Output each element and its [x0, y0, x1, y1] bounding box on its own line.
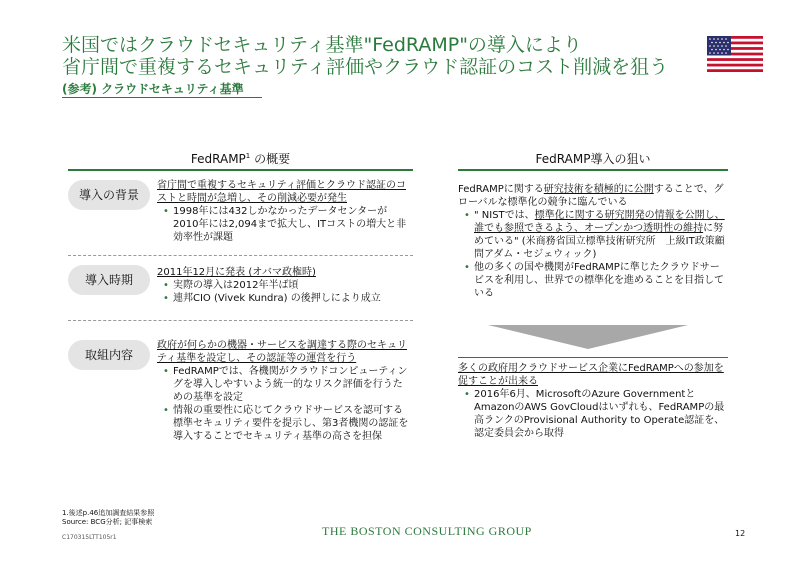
document-code: C170315LTT105r1	[62, 534, 117, 541]
right-intro: FedRAMPに関する研究技術を積極的に公開することで、グローバルな標準化の競争に臨んでいる	[458, 184, 724, 208]
title-line-2: 省庁間で重複するセキュリティ評価やクラウド認証のコスト削減を狙う	[62, 56, 669, 78]
bullet: • 2016年6月、MicrosoftのAzure GovernmentとAmazonのAWS GovCloudはいずれも、FedRAMPの最高ランクのProvisional Authority to Operate認証を、認定委員会から取得	[474, 388, 726, 440]
bcg-logo: THE BOSTON CONSULTING GROUP	[322, 524, 532, 538]
right-divider	[458, 357, 728, 358]
title-line-1: 米国ではクラウドセキュリティ基準"FedRAMP"の導入により	[62, 34, 582, 56]
footnote: 1.後述p.46追加調査結果参照 Source: BCG分析; 記事検索	[62, 509, 155, 526]
row-timing-content	[157, 266, 410, 305]
row-head: 政府が何らかの機器・サービスを調達する際のセキュリティ基準を設定し、その認証等の運営を行う	[157, 340, 407, 364]
row-label-activities: 取組内容	[68, 340, 150, 370]
subtitle-underline	[62, 97, 262, 98]
left-column-header: FedRAMP$^1$ の概要	[68, 150, 413, 167]
bullet: • 他の多くの国や機関がFedRAMPに準じたクラウドサービスを利用し、世界での標準化を進めることを目指している	[474, 261, 726, 300]
us-flag-icon	[707, 36, 763, 72]
bullet: • FedRAMPでは、各機関がクラウドコンピューティングを導入しやすいよう統一的なリスク評価を行うための基準を設定	[173, 365, 410, 404]
page-number: 12	[735, 529, 746, 538]
row-label-timing: 導入時期	[68, 265, 150, 295]
bullet: • 情報の重要性に応じてクラウドサービスを認可する標準セキュリティ要件を提示し、第3者機関の認証を導入することでセキュリティ基準の高さを担保	[173, 404, 410, 443]
bullet: • 実際の導入は2012年半ば頃	[173, 279, 410, 292]
down-arrow-icon	[488, 325, 688, 349]
right-bottom-head: 多くの政府用クラウドサービス企業にFedRAMPへの参加を促すことが出来る	[458, 363, 724, 387]
row-label-background: 導入の背景	[68, 180, 150, 210]
right-bottom-content	[458, 362, 726, 440]
row-divider	[68, 255, 413, 256]
row-background-content	[157, 179, 410, 244]
subtitle: (参考) クラウドセキュリティ基準	[62, 82, 244, 96]
row-divider	[68, 320, 413, 321]
row-head: 省庁間で重複するセキュリティ評価とクラウド認証のコストと時間が急増し、その削減必要が発生	[157, 180, 406, 204]
right-column-header: FedRAMP導入の狙い	[458, 150, 728, 167]
right-top-content	[458, 183, 726, 300]
row-activities-content	[157, 339, 410, 443]
row-head: 2011年12月に発表 (オバマ政権時)	[157, 267, 316, 278]
page-title	[62, 34, 668, 78]
bullet: • 連邦CIO (Vivek Kundra) の後押しにより成立	[173, 292, 410, 305]
bullet: • " NISTでは、標準化に関する研究開発の情報を公開し、誰でも参照できるよう、オープンかつ透明性の維持に努めている" (米商務省国立標準技術研究所 上級IT政策顧問アダム・セジェウィック)	[474, 209, 726, 261]
bullet: • 1998年には432しかなかったデータセンターが2010年には2,094まで拡大し、ITコストの増大と非効率性が課題	[173, 205, 410, 244]
